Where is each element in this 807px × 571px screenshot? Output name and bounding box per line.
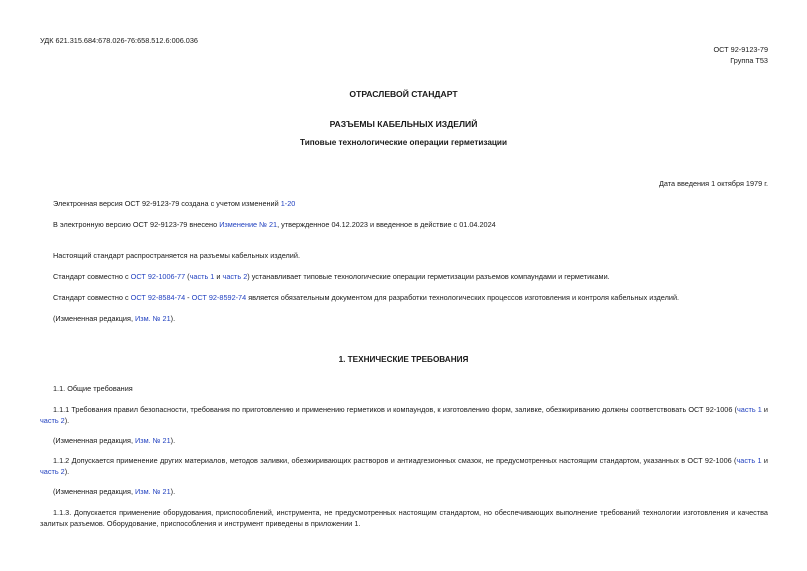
text: и — [761, 456, 768, 465]
text: (Измененная редакция, — [53, 436, 136, 445]
ost-92-8592-74-link[interactable]: ОСТ 92-8592-74 — [191, 293, 247, 302]
text: 1.1.1 Требования правил безопасности, требования по приготовлению и применению герметиков и компаундов, к изготовлению форм, заливке, обезжириванию должны соответствовать ОСТ 92-1006 ( — [53, 405, 737, 414]
joint-use-paragraph-1 — [53, 272, 610, 283]
change-21-link[interactable]: Изм. № 21 — [135, 487, 171, 496]
text: Стандарт совместно с — [53, 272, 131, 281]
amendments-link[interactable]: 1-20 — [280, 199, 296, 208]
part-2-link[interactable]: часть 2 — [40, 466, 65, 476]
page-subtitle: Типовые технологические операции герметизации — [300, 138, 507, 147]
revised-edition-note — [53, 487, 175, 498]
amendment-note — [53, 220, 496, 231]
paragraph-1-1-2 — [40, 456, 768, 477]
scope-paragraph: Настоящий стандарт распространяется на разъемы кабельных изделий. — [53, 251, 300, 260]
amendment-note-after: , утвержденное 04.12.2023 и введенное в действие с 01.04.2024 — [277, 220, 496, 229]
udk-code: УДК 621.315.684:678.026-76:658.512.6:006.036 — [40, 36, 198, 45]
joint-use-paragraph-2 — [53, 293, 679, 304]
text: - — [185, 293, 192, 302]
text: и — [214, 272, 223, 281]
electronic-version-note — [53, 199, 295, 210]
text: ). — [64, 466, 70, 476]
revised-edition-note — [53, 314, 175, 325]
text: 1.1.2 Допускается применение других материалов, методов заливки, обезжиривающих растворов и антиадгезионных смазок, не предусмотренных настоящим стандартом, указанных в ОСТ 92-1006 ( — [53, 456, 737, 465]
part-2-link[interactable]: часть 2 — [40, 415, 65, 425]
revised-edition-note — [53, 436, 175, 447]
text: Стандарт совместно с — [53, 293, 131, 302]
text: и — [761, 405, 768, 414]
change-21-link[interactable]: Изм. № 21 — [135, 314, 171, 323]
text: ( — [185, 272, 190, 281]
electronic-version-text: Электронная версия ОСТ 92-9123-79 создана с учетом изменений — [53, 199, 281, 208]
ost-92-1006-77-link[interactable]: ОСТ 92-1006-77 — [130, 272, 186, 281]
text: (Измененная редакция, — [53, 314, 136, 323]
general-requirements-heading: 1.1. Общие требования — [53, 384, 133, 393]
text: ). — [64, 415, 70, 425]
page-title: РАЗЪЕМЫ КАБЕЛЬНЫХ ИЗДЕЛИЙ — [329, 119, 478, 129]
text: ). — [170, 487, 176, 496]
paragraph-1-1-3: 1.1.3. Допускается применение оборудования, приспособлений, инструмента, не предусмотренных настоящим стандартом, но обеспечивающих выполнение требований технологии изготовления и качества залитых разъемов. Оборудование, приспособления и инструмент приведены в приложении 1. — [40, 508, 768, 528]
ost-92-8584-74-link[interactable]: ОСТ 92-8584-74 — [130, 293, 186, 302]
part-1-link[interactable]: часть 1 — [189, 272, 215, 281]
amendment-21-link[interactable]: Изменение № 21 — [219, 220, 278, 229]
branch-standard-heading: ОТРАСЛЕВОЙ СТАНДАРТ — [349, 89, 458, 99]
text: ). — [170, 314, 176, 323]
part-1-link[interactable]: часть 1 — [736, 456, 762, 465]
paragraph-1-1-1 — [40, 405, 768, 426]
part-2-link[interactable]: часть 2 — [222, 272, 248, 281]
introduction-date: Дата введения 1 октября 1979 г. — [658, 179, 768, 188]
text: (Измененная редакция, — [53, 487, 136, 496]
text: ). — [170, 436, 176, 445]
text: является обязательным документом для разработки технологических процессов изготовления и контроля кабельных изделий. — [246, 293, 680, 302]
part-1-link[interactable]: часть 1 — [736, 405, 762, 414]
section-1-heading: 1. ТЕХНИЧЕСКИЕ ТРЕБОВАНИЯ — [338, 355, 469, 364]
amendment-note-before: В электронную версию ОСТ 92-9123-79 внесено — [53, 220, 220, 229]
document-group: Группа Т53 — [730, 56, 768, 65]
text: ) устанавливает типовые технологические операции герметизации разъемов компаундами и герметиками. — [247, 272, 610, 281]
document-code: ОСТ 92-9123-79 — [713, 45, 768, 54]
change-21-link[interactable]: Изм. № 21 — [135, 436, 171, 445]
